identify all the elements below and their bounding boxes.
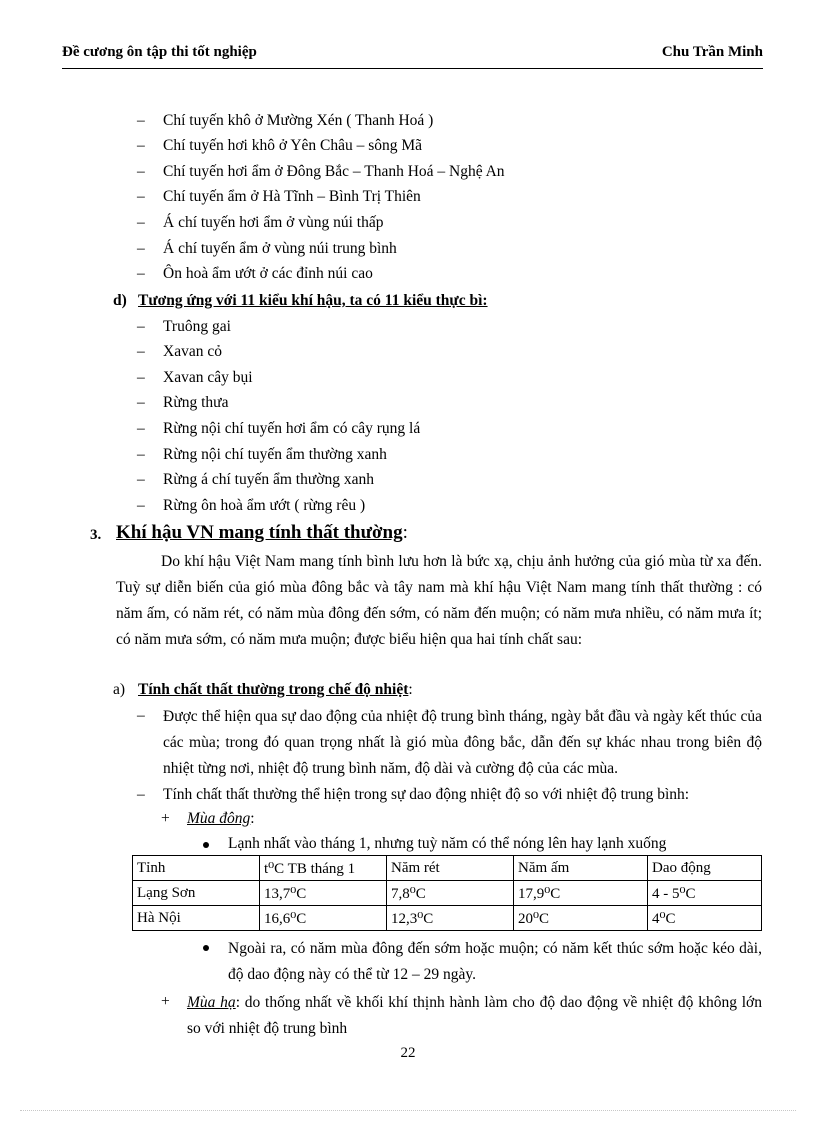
table-header-cell: Dao động [648, 856, 762, 881]
list-dash: – [137, 318, 145, 335]
table-header-cell: Năm rét [387, 856, 514, 881]
a-item-2: Tính chất thất thường thể hiện trong sự dao động nhiệt độ so với nhiệt độ trung bình: [163, 786, 690, 803]
table-cell: 4 - 5⁰C [648, 881, 762, 906]
list-dash: – [137, 369, 145, 386]
winter-colon: : [250, 810, 255, 827]
table-header-cell: Tỉnh [133, 856, 260, 881]
list-item: Rừng ôn hoà ẩm ướt ( rừng rêu ) [163, 497, 366, 514]
list-item: Á chí tuyến ẩm ở vùng núi trung bình [163, 240, 397, 257]
list-dash: – [137, 786, 145, 803]
bullet-dot [203, 945, 209, 951]
bullet-dot [203, 842, 209, 848]
summer-paragraph [187, 990, 762, 1042]
list-dash: – [137, 214, 145, 231]
section-a-colon: : [408, 681, 413, 698]
table-header-row [133, 856, 762, 881]
table-header-cell: Năm ấm [514, 856, 648, 881]
page-number: 22 [400, 1045, 416, 1061]
table-cell: Lạng Sơn [133, 881, 260, 906]
page-header [62, 44, 763, 69]
temperature-table [132, 855, 762, 931]
header-author: Chu Trần Minh [661, 44, 763, 60]
intro-paragraph: Do khí hậu Việt Nam mang tính bình lưu hơn là bức xạ, chịu ảnh hưởng của gió mùa từ xa đến. Tuỳ sự diễn biến của gió mùa đông bắc và tây nam mà khí hậu Việt Nam mang tính thất thường : có năm ấm, có năm rét, có năm mùa đông đến sớm, có năm đến muộn; có năm mưa nhiều, có năm mưa ít; có năm mưa sớm, có năm mưa muộn; được biểu hiện qua hai tính chất sau: [116, 553, 762, 648]
list-dash: – [137, 446, 145, 463]
winter-heading [187, 810, 255, 828]
table-cell: Hà Nội [133, 906, 260, 931]
winter-bullet-1: Lạnh nhất vào tháng 1, nhưng tuỳ năm có thể nóng lên hay lạnh xuống [228, 835, 667, 852]
list-item: Rừng thưa [163, 394, 229, 411]
list-item: Chí tuyến hơi khô ở Yên Châu – sông Mã [163, 137, 423, 154]
table-cell: 17,9⁰C [514, 881, 648, 906]
list-dash: – [137, 163, 145, 180]
plus-marker: + [161, 810, 170, 827]
list-dash: – [137, 240, 145, 257]
table-row [133, 906, 762, 931]
list-dash: – [137, 707, 145, 724]
table-cell: 16,6⁰C [260, 906, 387, 931]
section-3-heading [116, 522, 408, 544]
winter-bullet-2: Ngoài ra, có năm mùa đông đến sớm hoặc muộn; có năm kết thúc sớm hoặc kéo dài, độ dao động này có thể từ 12 – 29 ngày. [228, 940, 762, 983]
section-a-letter: a) [113, 681, 126, 698]
list-item: Rừng nội chí tuyến ẩm thường xanh [163, 446, 387, 463]
table-cell: 7,8⁰C [387, 881, 514, 906]
section-3-title: Khí hậu VN mang tính thất thường [116, 522, 403, 543]
list-item: Xavan cỏ [163, 343, 222, 360]
winter-label: Mùa đông [187, 810, 251, 827]
list-dash: – [137, 497, 145, 514]
section-3-colon: : [402, 522, 408, 543]
section-3-number: 3. [90, 527, 102, 543]
table-cell: 4⁰C [648, 906, 762, 931]
list-dash: – [137, 471, 145, 488]
table-header-cell: t⁰C TB tháng 1 [260, 856, 387, 881]
list-dash: – [137, 188, 145, 205]
table-row [133, 881, 762, 906]
list-item: Truông gai [163, 318, 231, 335]
list-dash: – [137, 112, 145, 129]
header-title: Đề cương ôn tập thi tốt nghiệp [62, 44, 257, 60]
list-dash: – [137, 394, 145, 411]
section-a-title: Tính chất thất thường trong chế độ nhiệt [138, 681, 409, 698]
list-item: Rừng nội chí tuyến hơi ẩm có cây rụng lá [163, 420, 421, 437]
list-item: Chí tuyến hơi ẩm ở Đông Bắc – Thanh Hoá – Nghệ An [163, 163, 505, 180]
list-item: Ôn hoà ẩm ướt ở các đỉnh núi cao [163, 265, 373, 282]
list-item: Rừng á chí tuyến ẩm thường xanh [163, 471, 374, 488]
footer-divider [20, 1110, 796, 1111]
list-dash: – [137, 420, 145, 437]
table-cell: 20⁰C [514, 906, 648, 931]
plus-marker: + [161, 993, 170, 1010]
summer-label: Mùa hạ [187, 994, 236, 1011]
section-a-heading [138, 681, 413, 699]
list-item: Xavan cây bụi [163, 369, 253, 386]
table-cell: 12,3⁰C [387, 906, 514, 931]
section-d-letter: d) [113, 292, 127, 309]
list-item: Chí tuyến ẩm ở Hà Tĩnh – Bình Trị Thiên [163, 188, 421, 205]
table-cell: 13,7⁰C [260, 881, 387, 906]
a-item-1: Được thể hiện qua sự dao động của nhiệt độ trung bình tháng, ngày bắt đầu và ngày kết thúc của các mùa; trong đó quan trọng nhất là gió mùa đông bắc, dẫn đến sự khác nhau trong biên độ nhiệt từng nơi, nhiệt độ trung bình năm, độ dài và cường độ của các mùa. [163, 708, 762, 777]
list-dash: – [137, 343, 145, 360]
list-dash: – [137, 137, 145, 154]
list-item: Chí tuyến khô ở Mường Xén ( Thanh Hoá ) [163, 112, 434, 129]
list-item: Á chí tuyến hơi ẩm ở vùng núi thấp [163, 214, 384, 231]
section-d-title: Tương ứng với 11 kiểu khí hậu, ta có 11 kiểu thực bì: [138, 292, 488, 309]
list-dash: – [137, 265, 145, 282]
summer-text: : do thống nhất về khối khí thịnh hành làm cho độ dao động về nhiệt độ không lớn so với nhiệt độ trung bình [187, 994, 762, 1037]
